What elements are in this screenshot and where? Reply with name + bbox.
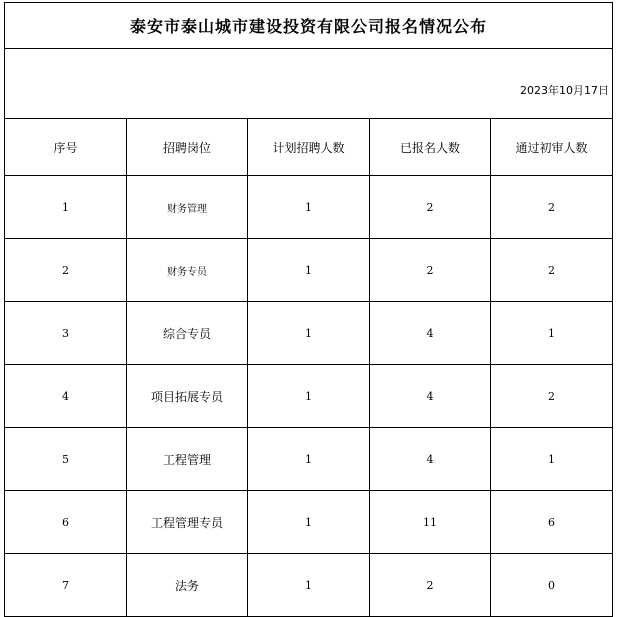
row-position: 综合专员 <box>127 302 248 365</box>
row-registered: 4 <box>370 365 491 428</box>
publish-date: 2023年10月17日 <box>5 49 613 119</box>
row-number: 7 <box>5 554 127 617</box>
row-number: 2 <box>5 239 127 302</box>
page-title: 泰安市泰山城市建设投资有限公司报名情况公布 <box>5 3 613 49</box>
row-number: 6 <box>5 491 127 554</box>
row-number: 1 <box>5 176 127 239</box>
row-planned: 1 <box>248 365 370 428</box>
row-position: 财务管理 <box>127 176 248 239</box>
column-header-passed: 通过初审人数 <box>491 119 613 176</box>
row-planned: 1 <box>248 239 370 302</box>
date-row <box>5 49 613 119</box>
row-planned: 1 <box>248 491 370 554</box>
row-passed: 0 <box>491 554 613 617</box>
row-planned: 1 <box>248 554 370 617</box>
column-header-position: 招聘岗位 <box>127 119 248 176</box>
row-number: 3 <box>5 302 127 365</box>
table-row <box>5 302 613 365</box>
row-registered: 4 <box>370 302 491 365</box>
table-row <box>5 176 613 239</box>
column-header-planned: 计划招聘人数 <box>248 119 370 176</box>
row-number: 5 <box>5 428 127 491</box>
row-planned: 1 <box>248 428 370 491</box>
table-row <box>5 554 613 617</box>
row-registered: 2 <box>370 176 491 239</box>
row-passed: 1 <box>491 302 613 365</box>
table-row <box>5 239 613 302</box>
row-position: 工程管理专员 <box>127 491 248 554</box>
column-header-registered: 已报名人数 <box>370 119 491 176</box>
row-passed: 1 <box>491 428 613 491</box>
row-planned: 1 <box>248 176 370 239</box>
row-passed: 2 <box>491 239 613 302</box>
column-header-number: 序号 <box>5 119 127 176</box>
row-position: 项目拓展专员 <box>127 365 248 428</box>
row-passed: 2 <box>491 176 613 239</box>
row-registered: 11 <box>370 491 491 554</box>
row-passed: 2 <box>491 365 613 428</box>
table-header-row <box>5 119 613 176</box>
row-position: 工程管理 <box>127 428 248 491</box>
registration-table <box>4 2 613 617</box>
table-row <box>5 491 613 554</box>
row-passed: 6 <box>491 491 613 554</box>
row-registered: 2 <box>370 554 491 617</box>
table-row <box>5 428 613 491</box>
row-registered: 4 <box>370 428 491 491</box>
row-position: 法务 <box>127 554 248 617</box>
row-planned: 1 <box>248 302 370 365</box>
row-number: 4 <box>5 365 127 428</box>
title-row <box>5 3 613 49</box>
row-position: 财务专员 <box>127 239 248 302</box>
table-row <box>5 365 613 428</box>
row-registered: 2 <box>370 239 491 302</box>
